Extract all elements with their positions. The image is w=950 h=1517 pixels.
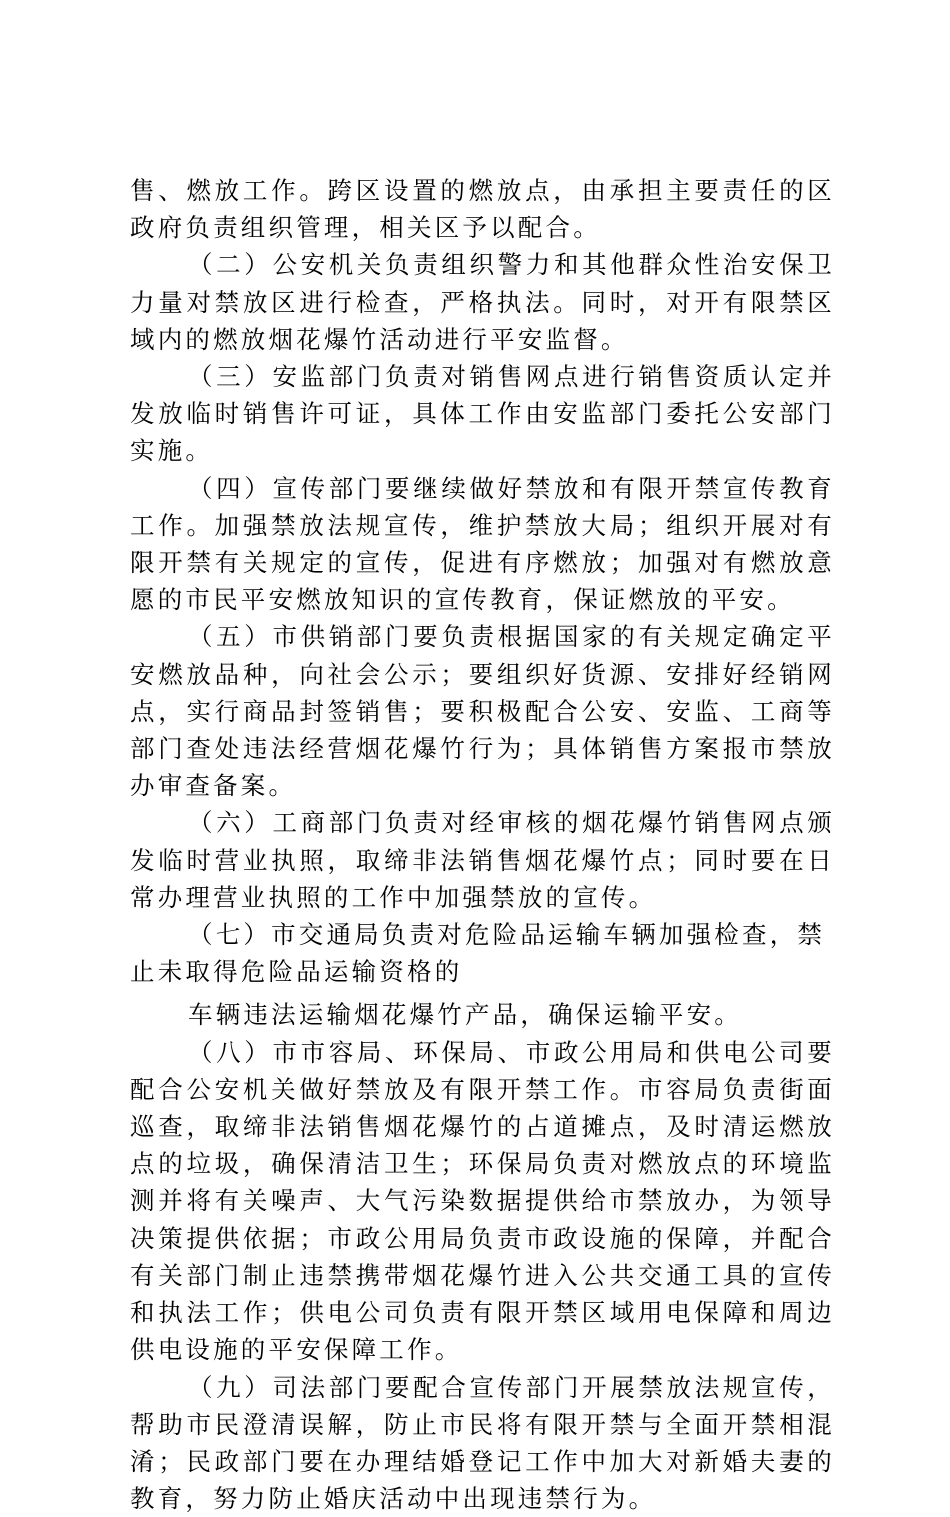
paragraph-continuation: 售、燃放工作。跨区设置的燃放点，由承担主要责任的区政府负责组织管理，相关区予以配合。 [130, 172, 835, 246]
paragraph-item-9: （九）司法部门要配合宣传部门开展禁放法规宣传，帮助市民澄清误解，防止市民将有限开禁与全面开禁相混淆；民政部门要在办理结婚登记工作中加大对新婚夫妻的教育，努力防止婚庆活动中出现违禁行为。 [130, 1369, 835, 1517]
paragraph-item-3: （三）安监部门负责对销售网点进行销售资质认定并发放临时销售许可证，具体工作由安监部门委托公安部门实施。 [130, 358, 835, 470]
paragraph-item-8: （八）市市容局、环保局、市政公用局和供电公司要配合公安机关做好禁放及有限开禁工作。市容局负责街面巡查，取缔非法销售烟花爆竹的占道摊点，及时清运燃放点的垃圾，确保清洁卫生；环保局负责对燃放点的环境监测并将有关噪声、大气污染数据提供给市禁放办，为领导决策提供依据；市政公用局负责市政设施的保障，并配合有关部门制止违禁携带烟花爆竹进入公共交通工具的宣传和执法工作；供电公司负责有限开禁区域用电保障和周边供电设施的平安保障工作。 [130, 1034, 835, 1369]
paragraph-item-5: （五）市供销部门要负责根据国家的有关规定确定平安燃放品种，向社会公示；要组织好货源、安排好经销网点，实行商品封签销售；要积极配合公安、安监、工商等部门查处违法经营烟花爆竹行为；具体销售方案报市禁放办审查备案。 [130, 618, 835, 804]
paragraph-item-7-head: （七）市交通局负责对危险品运输车辆加强检查，禁止未取得危险品运输资格的 [130, 916, 835, 990]
paragraph-item-6: （六）工商部门负责对经审核的烟花爆竹销售网点颁发临时营业执照，取缔非法销售烟花爆竹点；同时要在日常办理营业执照的工作中加强禁放的宣传。 [130, 804, 835, 916]
paragraph-item-4: （四）宣传部门要继续做好禁放和有限开禁宣传教育工作。加强禁放法规宣传，维护禁放大局；组织开展对有限开禁有关规定的宣传，促进有序燃放；加强对有燃放意愿的市民平安燃放知识的宣传教育，保证燃放的平安。 [130, 470, 835, 619]
paragraph-item-2: （二）公安机关负责组织警力和其他群众性治安保卫力量对禁放区进行检查，严格执法。同时，对开有限禁区域内的燃放烟花爆竹活动进行平安监督。 [130, 246, 835, 358]
paragraph-item-7-tail: 车辆违法运输烟花爆竹产品，确保运输平安。 [130, 996, 835, 1033]
document-body [130, 172, 835, 1517]
